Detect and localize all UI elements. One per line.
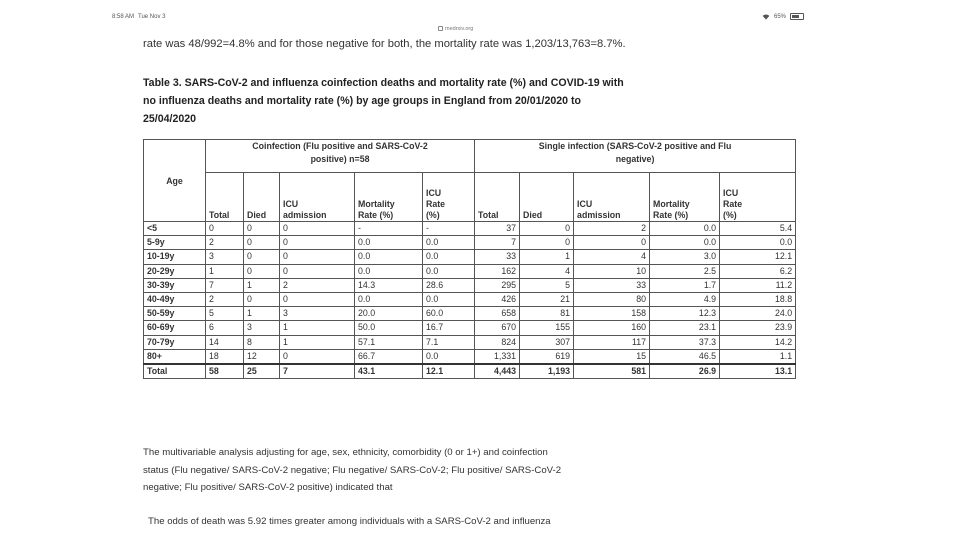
column-header-line: Rate (426, 199, 446, 209)
table-cell: 5.4 (720, 222, 796, 236)
table-cell: 12 (244, 349, 280, 364)
column-header-line: Died (523, 210, 543, 220)
table-cell: 1,193 (520, 364, 574, 379)
column-header-line: Mortality (358, 199, 395, 209)
table-row (144, 278, 796, 292)
table-cell: 13.1 (720, 364, 796, 379)
paragraph-line: status (Flu negative/ SARS-CoV-2 negative; Flu negative/ SARS-CoV-2; Flu positive/ SARS-CoV-2 (143, 464, 562, 476)
table-cell: 3 (280, 307, 355, 321)
previous-text-line: rate was 48/992=4.8% and for those negative for both, the mortality rate was 1,203/13,763=8.7%. (143, 38, 626, 50)
column-header-line: ICU (426, 188, 442, 198)
column-header (280, 173, 355, 222)
table-cell: 81 (520, 307, 574, 321)
table-cell: 6.2 (720, 264, 796, 278)
table-cell: 33 (475, 250, 520, 264)
table-cell: 0 (280, 222, 355, 236)
table-cell: 1 (244, 307, 280, 321)
table-cell: 670 (475, 321, 520, 335)
table-cell: 1 (244, 278, 280, 292)
header-line: Single infection (SARS-CoV-2 positive and Flu (538, 141, 732, 151)
table-cell: 155 (520, 321, 574, 335)
table-cell: 158 (574, 307, 650, 321)
table-cell: 824 (475, 335, 520, 349)
column-header (720, 173, 796, 222)
column-header (423, 173, 475, 222)
table-cell: 7 (475, 236, 520, 250)
table-cell: 6 (206, 321, 244, 335)
caption-line: 25/04/2020 (143, 113, 197, 125)
table-cell: 658 (475, 307, 520, 321)
table-cell: - (423, 222, 475, 236)
table-cell: 581 (574, 364, 650, 379)
status-day: Tue Nov 3 (138, 14, 166, 20)
body-paragraph-2: The odds of death was 5.92 times greater among individuals with a SARS-CoV-2 and influenza (148, 516, 551, 527)
table-cell: 16.7 (423, 321, 475, 335)
status-time: 8:58 AM (112, 14, 135, 20)
table-cell: 18.8 (720, 292, 796, 306)
table-cell: 57.1 (355, 335, 423, 349)
column-header (520, 173, 574, 222)
table-cell: 3 (244, 321, 280, 335)
caption-line: Table 3. SARS-CoV-2 and influenza coinfection deaths and mortality rate (%) and COVID-19 with (143, 77, 624, 89)
table-cell: 25 (244, 364, 280, 379)
column-header-line: ICU (723, 188, 739, 198)
table-cell: 14 (206, 335, 244, 349)
status-bar (110, 8, 810, 32)
table-cell: 0.0 (355, 236, 423, 250)
table-cell: 4 (574, 250, 650, 264)
table-cell: 2.5 (650, 264, 720, 278)
table-cell: 307 (520, 335, 574, 349)
age-cell: 70-79y (144, 335, 206, 349)
age-cell: 5-9y (144, 236, 206, 250)
table-cell: 1 (520, 250, 574, 264)
table-cell: 1.1 (720, 349, 796, 364)
url-text: medrxiv.org (445, 26, 474, 32)
table-row (144, 250, 796, 264)
column-header-line: Rate (%) (653, 210, 689, 220)
table-cell: 37 (475, 222, 520, 236)
table-cell: 619 (520, 349, 574, 364)
table-row (144, 236, 796, 250)
paragraph-line: The multivariable analysis adjusting for age, sex, ethnicity, comorbidity (0 or 1+) and coinfection (143, 447, 548, 458)
table-cell: 23.9 (720, 321, 796, 335)
table-cell: 15 (574, 349, 650, 364)
table-cell: 0.0 (355, 292, 423, 306)
table-cell: 0.0 (650, 236, 720, 250)
table-cell: 8 (244, 335, 280, 349)
table-row (144, 307, 796, 321)
table-cell: 3 (206, 250, 244, 264)
address-bar[interactable] (438, 26, 473, 32)
table-cell: 4,443 (475, 364, 520, 379)
table-cell: 2 (206, 292, 244, 306)
table-cell: 7 (206, 278, 244, 292)
coinfection-header (206, 140, 475, 173)
table-cell: 33 (574, 278, 650, 292)
column-header (574, 173, 650, 222)
body-paragraph (143, 444, 803, 497)
table-cell: 162 (475, 264, 520, 278)
lock-icon (438, 26, 443, 31)
table-cell: 3.0 (650, 250, 720, 264)
column-header (206, 173, 244, 222)
column-header-line: admission (577, 210, 621, 220)
column-header-line: Rate (%) (358, 210, 394, 220)
table-cell: 50.0 (355, 321, 423, 335)
table-cell: 0 (244, 222, 280, 236)
table-cell: 1 (280, 335, 355, 349)
table-cell: 5 (520, 278, 574, 292)
table-cell: 58 (206, 364, 244, 379)
table-cell: 0 (574, 236, 650, 250)
column-header-line: ICU (577, 199, 593, 209)
table-cell: 12.1 (720, 250, 796, 264)
age-cell: 30-39y (144, 278, 206, 292)
table-cell: 5 (206, 307, 244, 321)
table-row (144, 321, 796, 335)
table-cell: 0.0 (423, 349, 475, 364)
header-line: Coinfection (Flu positive and SARS-CoV-2 (252, 141, 428, 151)
single-infection-header (475, 140, 796, 173)
table-cell: 0.0 (650, 222, 720, 236)
age-cell: Total (144, 364, 206, 379)
table-cell: 295 (475, 278, 520, 292)
battery-icon (790, 13, 804, 20)
table-cell: 0 (280, 292, 355, 306)
age-cell: <5 (144, 222, 206, 236)
table-cell: 18 (206, 349, 244, 364)
table-cell: 2 (574, 222, 650, 236)
table-cell: 26.9 (650, 364, 720, 379)
header-line: positive) n=58 (310, 154, 370, 164)
table-cell: 117 (574, 335, 650, 349)
header-line: negative) (615, 154, 655, 164)
table-cell: 46.5 (650, 349, 720, 364)
results-table (143, 139, 796, 379)
table-cell: 0 (244, 264, 280, 278)
age-cell: 60-69y (144, 321, 206, 335)
table-cell: 2 (280, 278, 355, 292)
table-cell: 1,331 (475, 349, 520, 364)
table-cell: 12.1 (423, 364, 475, 379)
column-header-line: (%) (426, 210, 440, 220)
table-cell: 1 (206, 264, 244, 278)
table-cell: 0.0 (423, 264, 475, 278)
table-cell: 0 (520, 236, 574, 250)
table-cell: 80 (574, 292, 650, 306)
table-cell: 2 (206, 236, 244, 250)
table-cell: 7.1 (423, 335, 475, 349)
table-body (144, 222, 796, 379)
document-screen (110, 8, 810, 540)
table-row (144, 292, 796, 306)
table-cell: 0 (244, 292, 280, 306)
table-cell: 23.1 (650, 321, 720, 335)
table-cell: 37.3 (650, 335, 720, 349)
table-caption (143, 74, 803, 128)
table-cell: 11.2 (720, 278, 796, 292)
table-cell: 0.0 (720, 236, 796, 250)
column-header-line: Total (478, 210, 499, 220)
wifi-icon (762, 14, 770, 20)
table-cell: 20.0 (355, 307, 423, 321)
paragraph-line: negative; Flu positive/ SARS-CoV-2 positive) indicated that (143, 482, 393, 493)
table-cell: 0 (280, 250, 355, 264)
column-header (650, 173, 720, 222)
table-cell: 0 (280, 349, 355, 364)
column-header-line: ICU (283, 199, 299, 209)
age-cell: 50-59y (144, 307, 206, 321)
age-header: Age (144, 140, 206, 222)
table-cell: 0 (280, 236, 355, 250)
table-cell: 0 (280, 264, 355, 278)
table-row (144, 264, 796, 278)
table-cell: 28.6 (423, 278, 475, 292)
age-cell: 10-19y (144, 250, 206, 264)
table-cell: 426 (475, 292, 520, 306)
table-cell: 4 (520, 264, 574, 278)
table-cell: 0.0 (423, 250, 475, 264)
table-cell: 7 (280, 364, 355, 379)
table-row (144, 335, 796, 349)
table-cell: 60.0 (423, 307, 475, 321)
table-cell: 1.7 (650, 278, 720, 292)
table-cell: 0 (244, 236, 280, 250)
table-row (144, 349, 796, 364)
column-header-line: admission (283, 210, 327, 220)
table-cell: 0 (206, 222, 244, 236)
table-cell: 0.0 (355, 250, 423, 264)
table-cell: 0.0 (423, 292, 475, 306)
table-cell: 0 (244, 250, 280, 264)
column-header-line: Mortality (653, 199, 690, 209)
table-cell: 14.3 (355, 278, 423, 292)
battery-percent: 65% (773, 13, 786, 20)
column-header (355, 173, 423, 222)
table-cell: 21 (520, 292, 574, 306)
table-cell: 66.7 (355, 349, 423, 364)
table-cell: 24.0 (720, 307, 796, 321)
table-cell: - (355, 222, 423, 236)
caption-line: no influenza deaths and mortality rate (%) by age groups in England from 20/01/2020 to (143, 95, 581, 107)
table-cell: 0 (520, 222, 574, 236)
age-cell: 20-29y (144, 264, 206, 278)
subheader-row (144, 173, 796, 222)
age-cell: 40-49y (144, 292, 206, 306)
status-right (762, 13, 804, 20)
column-header-line: (%) (723, 210, 737, 220)
column-header (475, 173, 520, 222)
table-cell: 1 (280, 321, 355, 335)
table-row (144, 222, 796, 236)
table-cell: 14.2 (720, 335, 796, 349)
age-cell: 80+ (144, 349, 206, 364)
column-header (244, 173, 280, 222)
total-row (144, 364, 796, 379)
table-cell: 0.0 (355, 264, 423, 278)
table-cell: 10 (574, 264, 650, 278)
table-cell: 4.9 (650, 292, 720, 306)
column-header-line: Died (247, 210, 267, 220)
column-header-line: Total (209, 210, 230, 220)
column-header-line: Rate (723, 199, 743, 209)
table-cell: 43.1 (355, 364, 423, 379)
table-cell: 160 (574, 321, 650, 335)
table-cell: 0.0 (423, 236, 475, 250)
table-cell: 12.3 (650, 307, 720, 321)
